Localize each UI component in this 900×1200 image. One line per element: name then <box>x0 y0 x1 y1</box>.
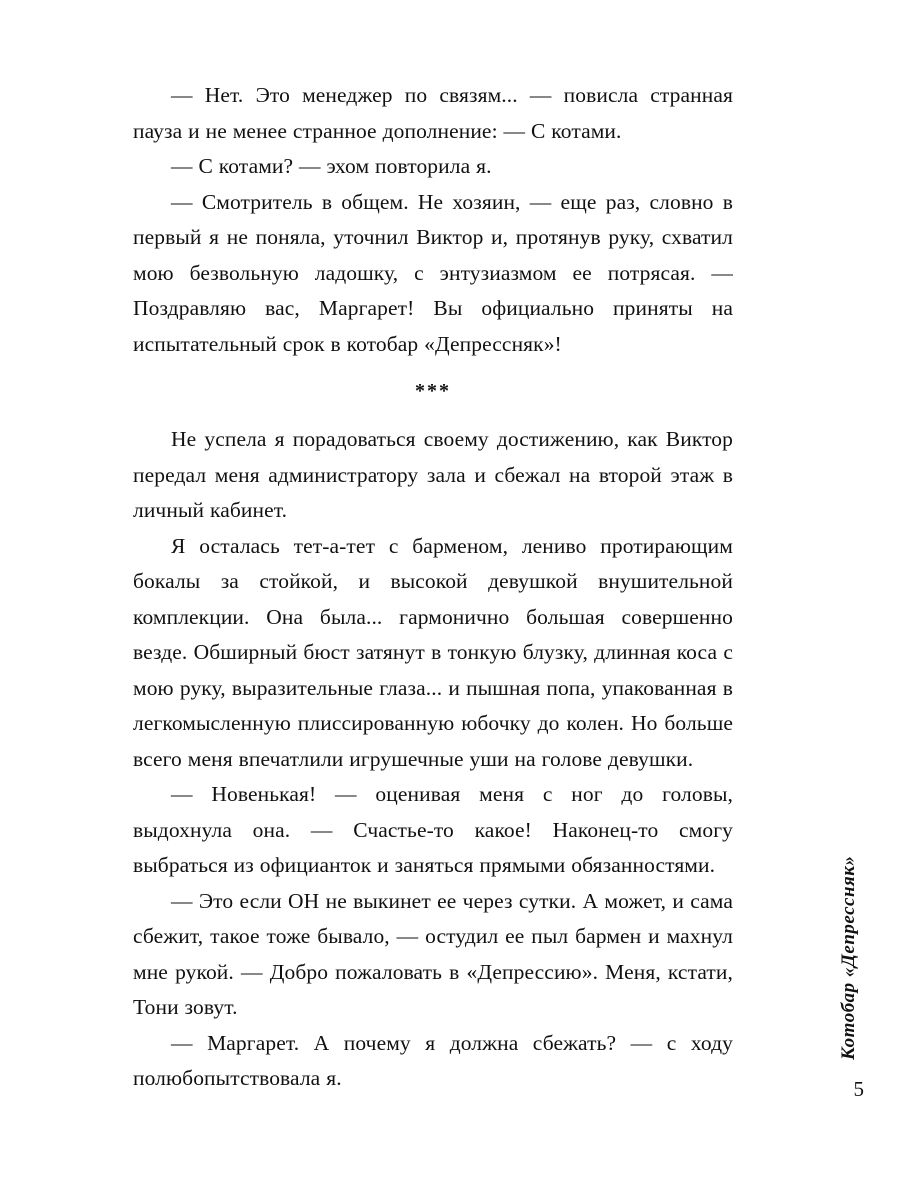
paragraph-6: — Новенькая! — оценивая меня с ног до головы, выдохнула она. — Счастье-то какое! Наконец-то смогу выбраться из официанток и заняться прямыми обязанностями. <box>133 782 733 877</box>
paragraph-3: — Смотритель в общем. Не хозяин, — еще раз, словно в первый я не поняла, уточнил Виктор и, протянув руку, схватил мою безвольную ладошку, с энтузиазмом ее потрясая. — Поздравляю вас, Маргарет! Вы официально приняты на испытательный срок в котобар «Депрессняк»! <box>133 189 733 356</box>
page-number: 5 <box>853 1077 864 1101</box>
body-text-column <box>133 78 733 1097</box>
paragraph-5: Я осталась тет-а-тет с барменом, лениво протирающим бокалы за стойкой, и высокой девушкой внушительной комплекции. Она была... гармонично большая совершенно везде. Обширный бюст затянут в тонкую блузку, длинная коса с мою руку, выразительные глаза... и пышная попа, упакованная в легкомысленную плиссированную юбочку до колен. Но больше всего меня впечатлили игрушечные уши на голове девушки. <box>133 533 733 771</box>
running-side-title: Котобар «Депрессняк» <box>838 855 859 1060</box>
paragraph-8: — Маргарет. А почему я должна сбежать? — с ходу полюбопытствовала я. <box>133 1030 733 1090</box>
paragraph-4: Не успела я порадоваться своему достижению, как Виктор передал меня администратору зала и сбежал на второй этаж в личный кабинет. <box>133 427 733 522</box>
paragraph-7: — Это если ОН не выкинет ее через сутки. А может, и сама сбежит, такое тоже бывало, — остудил ее пыл бармен и махнул мне рукой. — Добро пожаловать в «Депрессию». Меня, кстати, Тони зовут. <box>133 888 733 1019</box>
paragraph-2: — С котами? — эхом повторила я. <box>171 154 492 178</box>
scene-separator: *** <box>415 380 451 402</box>
paragraph-1: — Нет. Это менеджер по связям... — повисла странная пауза и не менее странное дополнение: — С котами. <box>133 83 733 143</box>
